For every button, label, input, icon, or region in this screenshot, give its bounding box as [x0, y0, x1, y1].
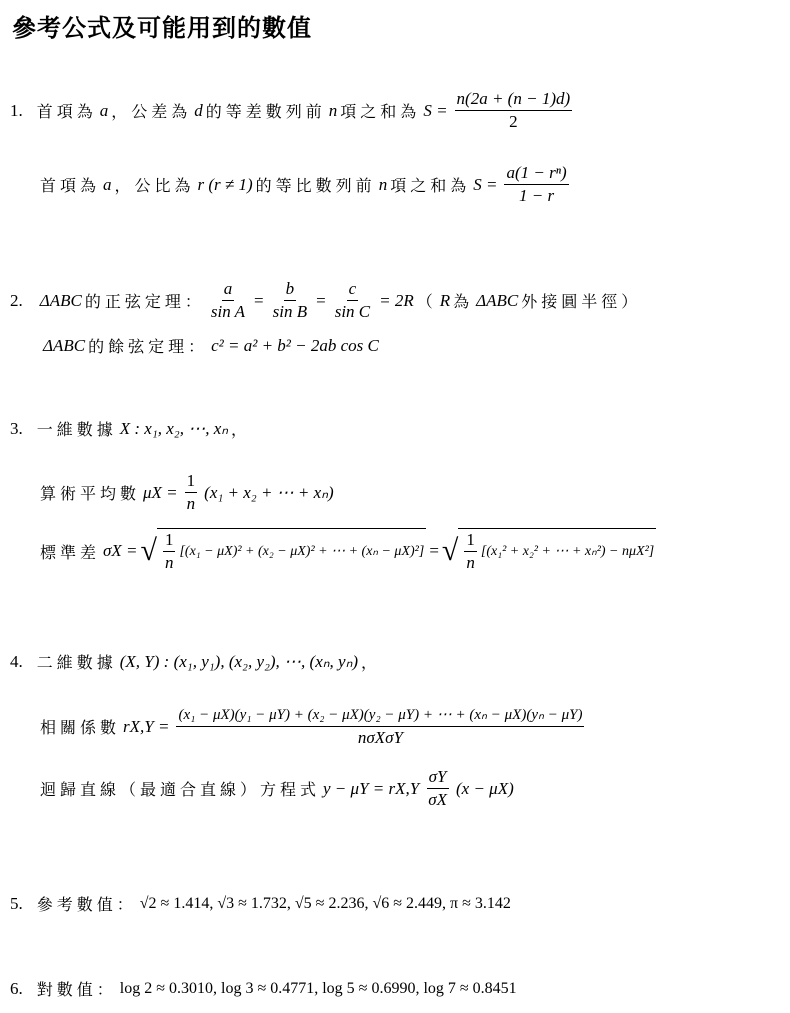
item2-f3-num: c [347, 278, 359, 301]
item3-mean-line [40, 470, 337, 515]
item1-l2-lhs: S = [473, 174, 498, 194]
item2-f1-den: sin A [210, 302, 246, 321]
item4-reg-den: σX [428, 790, 447, 809]
item1-l2-frac-num: a(1 − rⁿ) [504, 162, 568, 185]
item1-sum-fraction [455, 88, 573, 133]
item5-label: 參考數值： [36, 895, 137, 914]
item1-text-b: ，公差為 [111, 102, 192, 121]
item2-f2-den: sin B [272, 302, 308, 321]
item2-f3-den: sin C [334, 302, 371, 321]
item1-l2-var-r: r (r ≠ 1) [197, 174, 253, 194]
item4-reg-rhs: (x − μX) [455, 778, 514, 798]
item4-reg-frac [426, 766, 449, 811]
item4-reg-num: σY [427, 766, 449, 789]
item4-corr-den: nσXσY [357, 728, 403, 747]
item4-text: 二維數據 [36, 653, 117, 672]
sqrt-symbol-1: √ $\frac{1}{n}$ [(x₁ − μX)² + (x₂ − μX)² + ⋯ + (xₙ − μX)²] [140, 530, 425, 572]
item2-cos-text: 的餘弦定理： [88, 337, 209, 356]
item3-text: 一維數據 [36, 420, 117, 439]
item4-data: (X, Y) : (x₁, y₁), (x₂, y₂), ⋯, (xₙ, yₙ) [119, 651, 359, 671]
item3-sd-label: 標準差 [40, 542, 101, 562]
item3-sd-frac2 [464, 529, 477, 574]
item3-sd-inner2: [(x₁² + x₂² + ⋯ + xₙ²) − nμX²] [480, 544, 655, 559]
item1-number: 1. [10, 100, 23, 120]
item1-l2-text-a: 首項為 [40, 176, 101, 195]
item2-cos-prefix: ΔABC [43, 335, 86, 355]
item2-frac-a [209, 278, 247, 323]
item1-var-n: n [328, 100, 338, 120]
item2-note-open: （ [416, 292, 437, 311]
item3-sd-lhs: σX = [103, 541, 138, 560]
item6-label: 對數值： [36, 980, 117, 999]
item2-frac-b [271, 278, 309, 323]
item4-corr-label: 相關係數 [40, 718, 121, 737]
item2-f2-num: b [284, 278, 297, 301]
item3-sd-line [40, 528, 656, 574]
item3-mean-rhs: (x₁ + x₂ + ⋯ + xₙ) [204, 482, 334, 502]
item2-note-end: 外接圓半徑） [521, 292, 642, 311]
item3-number: 3. [10, 418, 23, 438]
item1-l2-var-n: n [378, 174, 388, 194]
item1-l2-text-c: 的等比數列前 [255, 176, 376, 195]
item2-number: 2. [10, 290, 23, 310]
item3-sd-inner1: [(x₁ − μX)² + (x₂ − μX)² + ⋯ + (xₙ − μX)²] [179, 544, 425, 559]
item2-cos-formula: c² = a² + b² − 2ab cos C [211, 335, 379, 355]
sqrt-symbol-2: √ $\frac{1}{n}$ [(x₁² + x₂² + ⋯ + xₙ²) − nμX²] [441, 530, 655, 572]
item3-mean-label: 算術平均數 [40, 484, 141, 503]
item1-text-a: 首項為 [36, 102, 97, 121]
item3-sd-den1: n [164, 553, 174, 572]
item2-sine-text: 的正弦定理： [84, 292, 205, 311]
item1-l2-fraction [504, 162, 568, 207]
item2-note-var: R [439, 290, 451, 310]
item5-line [10, 892, 514, 915]
item3-mean-frac [185, 470, 198, 515]
item4-corr-frac [176, 704, 584, 749]
item1-line2 [40, 162, 573, 207]
item6-values: log 2 ≈ 0.3010, log 3 ≈ 0.4771, log 5 ≈ 0.6990, log 7 ≈ 0.8451 [119, 979, 517, 997]
item6-line [10, 977, 520, 1000]
item2-note-text: 為 [453, 292, 474, 311]
item1-text-c: 的等差數列前 [205, 102, 326, 121]
item2-eq-rhs: = 2R [379, 290, 414, 310]
item3-sd-den2: n [466, 553, 475, 572]
item3-mean-num: 1 [185, 470, 198, 493]
item4-corr-line [40, 704, 588, 749]
item2-sine-prefix: ΔABC [39, 290, 82, 310]
item4-line1 [10, 650, 381, 673]
item1-lhs: S = [423, 100, 448, 120]
item1-l2-var-a: a [103, 174, 112, 194]
item1-line1 [10, 88, 576, 133]
item1-frac-den: 2 [509, 112, 518, 131]
item3-sd-num2: 1 [464, 529, 477, 552]
item1-l2-frac-den: 1 − r [519, 186, 555, 205]
item3-sd-num1: 1 [163, 529, 176, 552]
item5-number: 5. [10, 893, 23, 913]
item1-l2-text-d: 項之和為 [390, 176, 471, 195]
item4-reg-label: 迴歸直線（最適合直線）方程式 [40, 780, 321, 799]
item3-sd-eq: = [429, 541, 439, 560]
item2-note-tri: ΔABC [476, 290, 519, 310]
item5-values: √2 ≈ 1.414, √3 ≈ 1.732, √5 ≈ 2.236, √6 ≈ 2.449, π ≈ 3.142 [139, 894, 511, 912]
item6-number: 6. [10, 978, 23, 998]
item2-line1: 2. ΔABC 的正弦定理： $\frac{a}{\text{sin A}}$ = $\frac{b}{\text{sin B}}$ = $\frac{c}{\text{sin C}}$ = 2R （ R 為 ΔABC 外接圓半徑） [10, 279, 642, 321]
item1-var-a: a [99, 100, 109, 120]
item1-var-d: d [194, 100, 203, 120]
item3-data: X : x₁, x₂, ⋯, xₙ [119, 418, 229, 438]
item4-reg-lhs: y − μY = rX,Y [323, 778, 420, 798]
item3-mean-den: n [186, 494, 196, 513]
item4-number: 4. [10, 651, 23, 671]
item1-frac-num: n(2a + (n − 1)d) [455, 88, 573, 111]
item2-frac-c [333, 278, 372, 323]
item1-l2-text-b: ，公比為 [114, 176, 195, 195]
item3-mean-lhs: μX = [143, 482, 178, 502]
item1-text-d: 項之和為 [340, 102, 421, 121]
item3-sd-frac1 [163, 529, 176, 574]
item4-reg-line [40, 766, 517, 811]
item2-f1-num: a [222, 278, 235, 301]
item3-comma: ， [231, 420, 252, 439]
item4-corr-num: (x₁ − μX)(y₁ − μY) + (x₂ − μX)(y₂ − μY) + ⋯ + (xₙ − μX)(yₙ − μY) [176, 704, 584, 727]
item2-line2 [40, 334, 382, 357]
item3-line1 [10, 417, 251, 440]
page-title: 參考公式及可能用到的數值 [12, 14, 312, 42]
item4-corr-lhs: rX,Y = [123, 716, 170, 736]
item4-comma: ， [361, 653, 382, 672]
